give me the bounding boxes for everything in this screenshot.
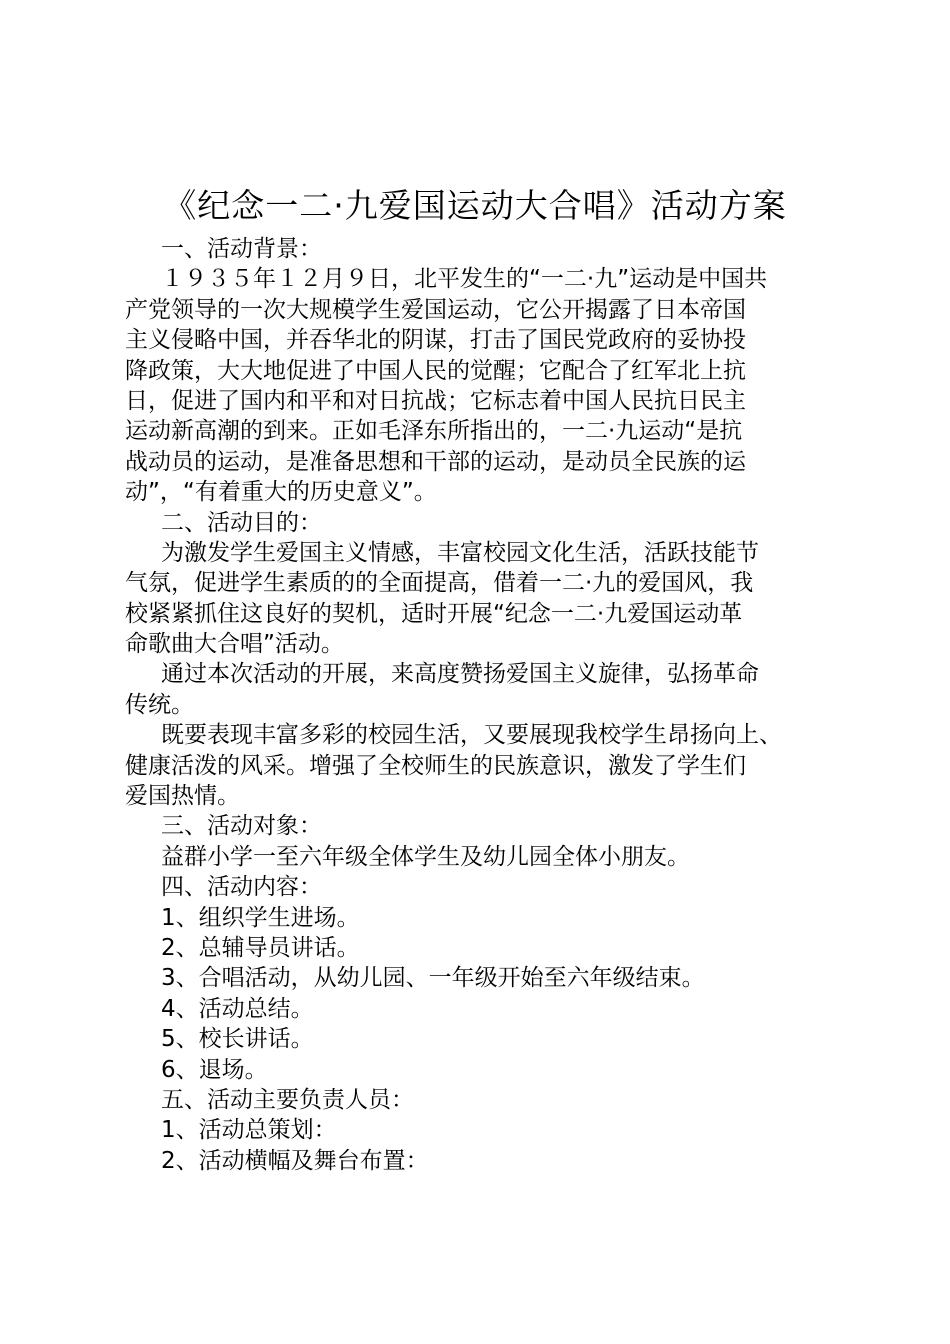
text-line: 降政策，大大地促进了中国人民的觉醒；它配合了红军北上抗 [125,357,746,384]
text-line: 5、校长讲话。 [161,1026,314,1053]
text-line: 三、活动对象： [161,813,322,840]
text-line: 益群小学一至六年级全体学生及幼儿园全体小朋友。 [161,843,690,870]
document-title: 《纪念一二·九爱国运动大合唱》活动方案 [163,186,787,225]
text-line: 一、活动背景： [161,236,322,262]
text-line: 命歌曲大合唱”活动。 [125,631,344,658]
text-line: 运动新高潮的到来。正如毛泽东所指出的，一二·九运动“是抗 [125,418,743,445]
text-line: 二、活动目的： [161,509,322,536]
text-line: 五、活动主要负责人员： [161,1086,414,1113]
text-line: 通过本次活动的开展，来高度赞扬爱国主义旋律，弘扬革命 [161,661,759,688]
document-body [125,234,835,1176]
text-line: 动”，“有着重大的历史意义”。 [125,479,437,506]
text-line: 气氛，促进学生素质的的全面提高，借着一二·九的爱国风，我 [125,570,754,597]
text-line: 既要表现丰富多彩的校园生活，又要展现我校学生昂扬向上、 [161,722,782,749]
text-line: 战动员的运动，是准备思想和干部的运动，是动员全民族的运 [125,448,746,475]
text-line: 2、活动横幅及舞台布置： [161,1147,429,1174]
text-line: 四、活动内容： [161,874,322,901]
text-line: 健康活泼的风采。增强了全校师生的民族意识，激发了学生们 [125,752,746,779]
text-line: 产党领导的一次大规模学生爱国运动，它公开揭露了日本帝国 [125,296,746,323]
text-line: 2、总辅导员讲话。 [161,934,360,961]
text-line: 为激发学生爱国主义情感，丰富校园文化生活，活跃技能节 [161,539,759,566]
text-line: 1、组织学生进场。 [161,904,360,931]
text-line: 日，促进了国内和平和对日抗战；它标志着中国人民抗日民主 [125,387,746,414]
text-line: 6、退场。 [161,1056,268,1083]
text-line: 传统。 [125,691,194,718]
text-line: 4、活动总结。 [161,995,314,1022]
text-line: 爱国热情。 [125,783,240,810]
text-line: 校紧紧抓住这良好的契机，适时开展“纪念一二·九爱国运动革 [125,600,743,627]
text-line: 3、合唱活动，从幼儿园、一年级开始至六年级结束。 [161,965,705,992]
text-line: 1、活动总策划： [161,1117,337,1144]
text-line: １９３５年１２月９日，北平发生的“一二·九”运动是中国共 [161,266,768,293]
text-line: 主义侵略中国，并吞华北的阴谋，打击了国民党政府的妥协投 [125,327,746,354]
